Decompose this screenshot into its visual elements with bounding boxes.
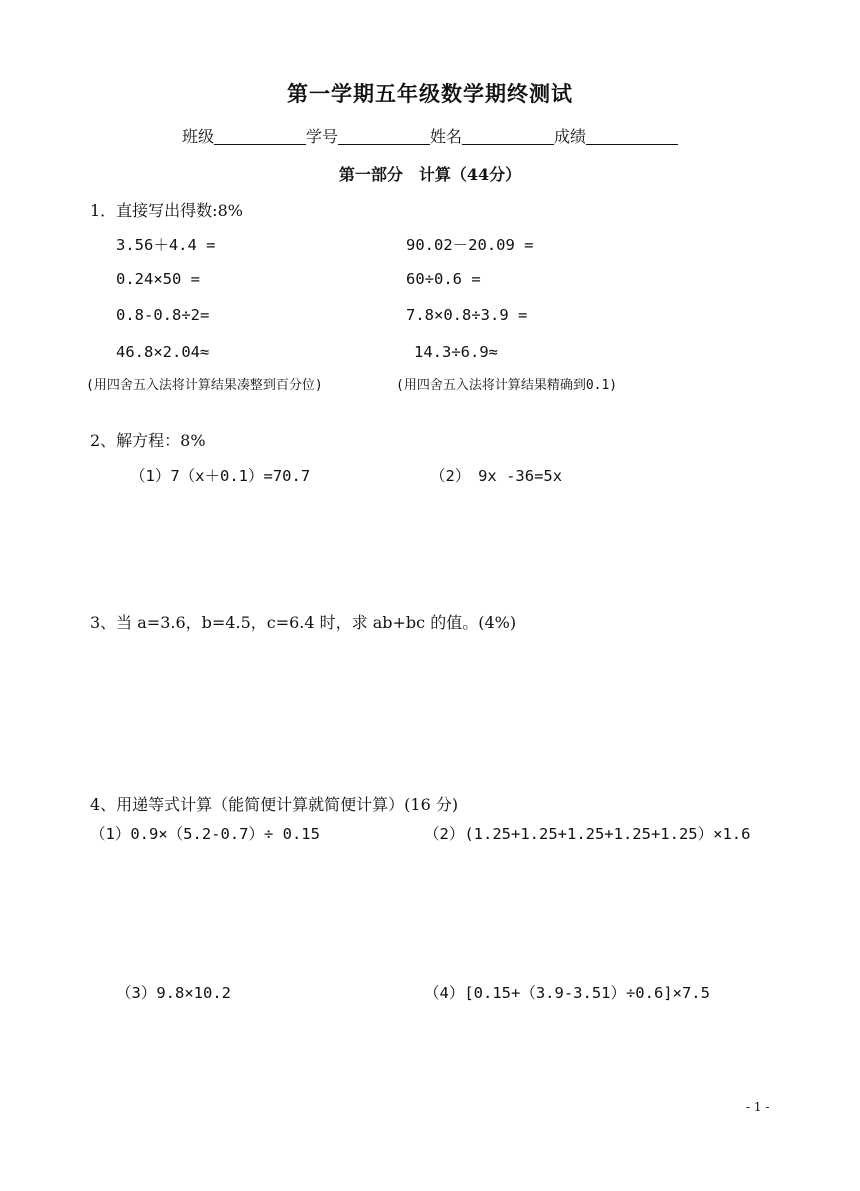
number-blank[interactable] xyxy=(338,128,430,145)
q1-item: 0.24×50 = xyxy=(116,270,200,288)
q1-item: 46.8×2.04≈ xyxy=(116,343,210,361)
q1-heading: 1．直接写出得数:8% xyxy=(90,201,243,220)
q4-item: （3）9.8×10.2 xyxy=(116,984,231,1002)
q4-item: （1）0.9×（5.2-0.7）÷ 0.15 xyxy=(90,825,320,843)
class-blank[interactable] xyxy=(214,128,306,145)
name-label: 姓名 xyxy=(430,127,463,146)
q1-note: (用四舍五入法将计算结果精确到0.1) xyxy=(396,378,618,393)
q4-heading: 4、用递等式计算（能简便计算就简便计算）(16 分) xyxy=(90,795,459,814)
name-blank[interactable] xyxy=(462,128,554,145)
student-info-line xyxy=(0,124,860,147)
page-title: 第一学期五年级数学期终测试 xyxy=(287,81,573,106)
q1-item: 60÷0.6 = xyxy=(406,270,481,288)
q3-heading: 3、当 a=3.6，b=4.5，c=6.4 时，求 ab+bc 的值。(4%) xyxy=(90,613,517,632)
q2-item: （2） 9x -36=5x xyxy=(430,467,563,485)
class-label: 班级 xyxy=(181,127,214,146)
score-blank[interactable] xyxy=(586,128,678,145)
number-label: 学号 xyxy=(305,127,338,146)
score-label: 成绩 xyxy=(554,127,587,146)
q1-item: 7.8×0.8÷3.9 = xyxy=(406,306,528,324)
page-number: - 1 - xyxy=(746,1100,770,1114)
q4-item: （2）(1.25+1.25+1.25+1.25+1.25）×1.6 xyxy=(424,825,751,843)
q1-item: 0.8-0.8÷2= xyxy=(116,306,210,324)
part1-heading: 第一部分 计算（44分） xyxy=(338,165,522,184)
q2-item: （1）7（x＋0.1）=70.7 xyxy=(130,467,311,485)
q1-item: 3.56＋4.4 = xyxy=(116,236,216,254)
q1-item: 14.3÷6.9≈ xyxy=(414,343,498,361)
q1-item: 90.02－20.09 = xyxy=(406,236,534,254)
q4-item: （4）[0.15+（3.9-3.51）÷0.6]×7.5 xyxy=(424,984,710,1002)
q1-note: (用四舍五入法将计算结果凑整到百分位) xyxy=(86,378,323,393)
q2-heading: 2、解方程：8% xyxy=(90,431,206,450)
